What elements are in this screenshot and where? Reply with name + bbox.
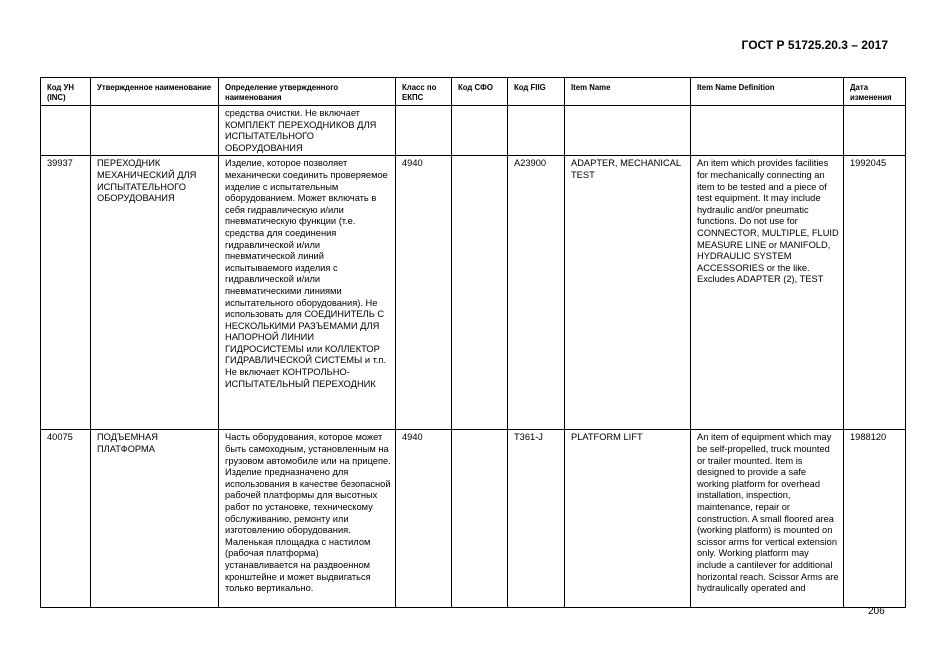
cell-item-definition: An item of equipment which may be self-propelled, truck mounted or trailer mounted. Item is designed to provide a safe working platform for overhead installation, inspection, maintenance, repair or construction. A small floored area (working platform) is mounted on scissor arms for vertical extension only. Working platform may include a cantilever for additional horizontal reach. Scissor Arms are hydraulically operated and: [691, 430, 844, 608]
header-inc: Код УН (INC): [41, 78, 91, 106]
header-date: Дата изменения: [844, 78, 906, 106]
cell-definition: средства очистки. Не включает КОМПЛЕКТ ПЕРЕХОДНИКОВ ДЛЯ ИСПЫТАТЕЛЬНОГО ОБОРУДОВАНИЯ: [219, 106, 396, 156]
cell-date: [844, 106, 906, 156]
cell-inc: 40075: [41, 430, 91, 608]
cell-fiig: T361-J: [508, 430, 565, 608]
cell-sfo: [452, 430, 508, 608]
cell-definition: Изделие, которое позволяет механически соединить проверяемое изделие с испытательным оборудованием. Может включать в себя гидравлическую и/или пневматическую функции (т.е. средства для соединения гидравлической и/или пневматической линий испытываемого изделия с гидравлической и/или пневматическими линиями испытательного оборудования). Не использовать для СОЕДИНИТЕЛЬ С НЕСКОЛЬКИМИ РАЗЪЕМАМИ ДЛЯ НАПОРНОЙ ЛИНИИ ГИДРОСИСТЕМЫ или КОЛЛЕКТОР ГИДРАВЛИЧЕСКОЙ СИСТЕМЫ и т.п. Не включает КОНТРОЛЬНО-ИСПЫТАТЕЛЬНЫЙ ПЕРЕХОДНИК: [219, 156, 396, 430]
header-item-name: Item Name: [565, 78, 691, 106]
cell-class: [396, 106, 452, 156]
table-row: [41, 106, 906, 156]
cell-class: 4940: [396, 430, 452, 608]
catalog-table: [40, 77, 906, 608]
header-item-definition: Item Name Definition: [691, 78, 844, 106]
header-definition: Определение утвержденного наименования: [219, 78, 396, 106]
cell-item-definition: An item which provides facilities for mechanically connecting an item to be tested and a piece of test equipment. It may include hydraulic and/or pneumatic functions. Do not use for CONNECTOR, MULTIPLE, FLUID MEASURE LINE or MANIFOLD, HYDRAULIC SYSTEM ACCESSORIES or the like. Excludes ADAPTER (2), TEST: [691, 156, 844, 430]
cell-date: 1988120: [844, 430, 906, 608]
cell-name: ПЕРЕХОДНИК МЕХАНИЧЕСКИЙ ДЛЯ ИСПЫТАТЕЛЬНОГО ОБОРУДОВАНИЯ: [91, 156, 219, 430]
header-class: Класс по ЕКПС: [396, 78, 452, 106]
table-row: [41, 430, 906, 608]
page-number: 206: [868, 606, 885, 617]
document-standard-number: ГОСТ Р 51725.20.3 – 2017: [741, 38, 888, 52]
cell-class: 4940: [396, 156, 452, 430]
cell-fiig: [508, 106, 565, 156]
table-row: [41, 156, 906, 430]
cell-item-name: PLATFORM LIFT: [565, 430, 691, 608]
header-approved-name: Утвержденное наименование: [91, 78, 219, 106]
header-fiig: Код FIIG: [508, 78, 565, 106]
cell-fiig: A23900: [508, 156, 565, 430]
cell-item-name: [565, 106, 691, 156]
cell-definition: Часть оборудования, которое может быть самоходным, установленным на грузовом автомобиле или на прицепе. Изделие предназначено для использования в качестве безопасной рабочей платформы для высотных работ по установке, техническому обслуживанию, ремонту или изготовлению оборудования. Маленькая площадка с настилом (рабочая платформа) устанавливается на раздвоенном кронштейне и может выдвигаться только вертикально.: [219, 430, 396, 608]
cell-item-name: ADAPTER, MECHANICAL TEST: [565, 156, 691, 430]
cell-inc: [41, 106, 91, 156]
header-sfo: Код СФО: [452, 78, 508, 106]
cell-date: 1992045: [844, 156, 906, 430]
cell-inc: 39937: [41, 156, 91, 430]
cell-sfo: [452, 106, 508, 156]
table-header-row: [41, 78, 906, 106]
cell-sfo: [452, 156, 508, 430]
cell-item-definition: [691, 106, 844, 156]
cell-name: [91, 106, 219, 156]
cell-name: ПОДЪЕМНАЯ ПЛАТФОРМА: [91, 430, 219, 608]
